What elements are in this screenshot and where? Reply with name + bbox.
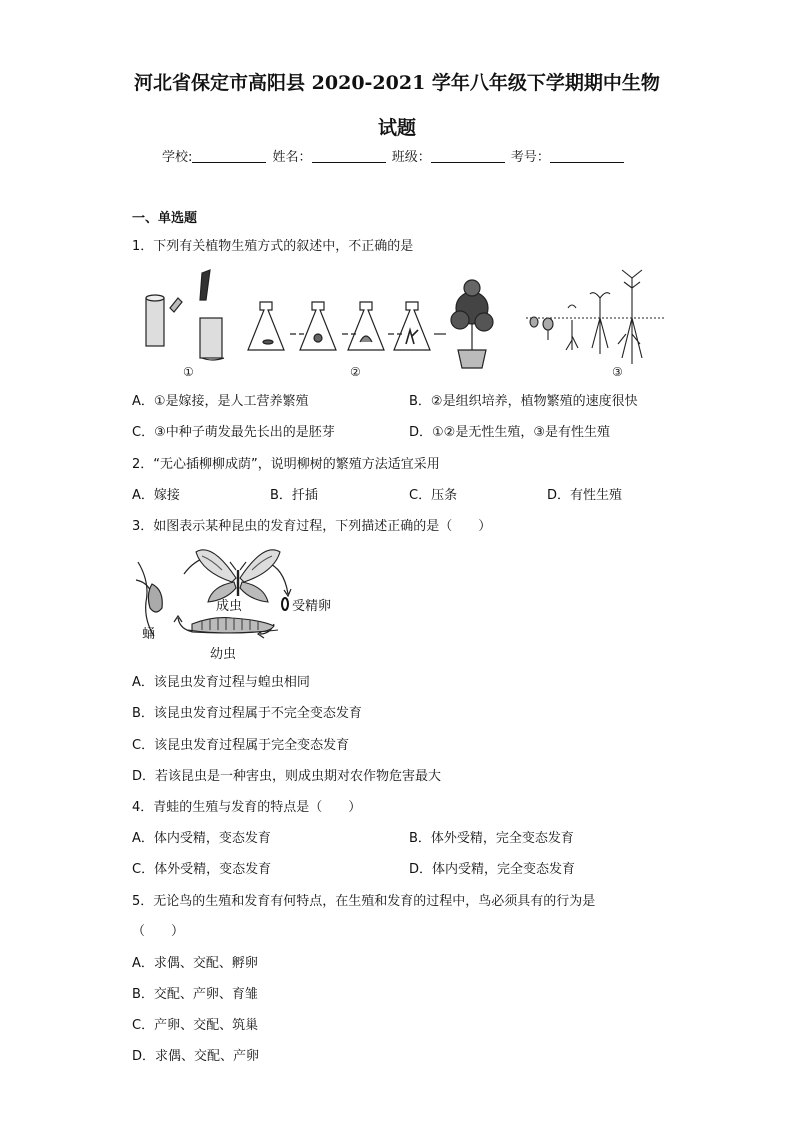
student-info-row <box>162 146 626 165</box>
q3-option-c[interactable]: C．该昆虫发育过程属于完全变态发育 <box>132 738 350 753</box>
seed-germination-illustration <box>526 270 666 364</box>
q5-option-a[interactable]: A．求偶、交配、孵卵 <box>132 956 258 971</box>
larva-label: 幼虫 <box>210 647 237 662</box>
class-blank[interactable] <box>431 150 505 163</box>
name-blank[interactable] <box>312 150 386 163</box>
q1-option-b[interactable]: B．②是组织培养，植物繁殖的速度很快 <box>409 394 638 409</box>
number-blank[interactable] <box>550 150 624 163</box>
q2-option-c[interactable]: C．压条 <box>409 488 458 503</box>
section-heading: 一、单选题 <box>132 211 198 226</box>
q1-fig-label-2: ② <box>350 365 361 379</box>
q2-option-d[interactable]: D．有性生殖 <box>547 488 623 503</box>
q4-option-c[interactable]: C．体外受精，变态发育 <box>132 862 272 877</box>
q4-option-a[interactable]: A．体内受精，变态发育 <box>132 831 271 846</box>
q2-stem: 2．“无心插柳柳成荫”，说明柳树的繁殖方法适宜采用 <box>132 457 440 472</box>
school-blank[interactable] <box>192 150 266 163</box>
q1-figure <box>132 268 672 384</box>
q2-option-b[interactable]: B．扦插 <box>270 488 318 503</box>
pupa-label: 蛹 <box>142 627 156 642</box>
egg-icon <box>282 598 288 610</box>
adult-label: 成虫 <box>216 599 243 614</box>
q3-stem: 3．如图表示某种昆虫的发育过程，下列描述正确的是（ ） <box>132 519 492 534</box>
grafting-illustration <box>146 270 224 360</box>
school-label: 学校: <box>162 150 193 165</box>
q1-fig-label-1: ① <box>183 365 194 379</box>
q5-option-d[interactable]: D．求偶、交配、产卵 <box>132 1049 260 1064</box>
larva-caterpillar-icon <box>188 618 278 633</box>
q3-option-d[interactable]: D．若该昆虫是一种害虫，则成虫期对农作物危害最大 <box>132 769 442 784</box>
q5-option-c[interactable]: C．产卵、交配、筑巢 <box>132 1018 259 1033</box>
q5-stem: 5．无论鸟的生殖和发育有何特点，在生殖和发育的过程中，鸟必须具有的行为是 <box>132 894 596 909</box>
number-label: 考号： <box>510 150 550 165</box>
q3-figure <box>132 540 372 666</box>
class-label: 班级： <box>391 150 431 165</box>
q2-option-a[interactable]: A．嫁接 <box>132 488 180 503</box>
tissue-culture-illustration <box>248 280 493 368</box>
q5-option-b[interactable]: B．交配、产卵、育雏 <box>132 987 258 1002</box>
q3-option-a[interactable]: A．该昆虫发育过程与蝗虫相同 <box>132 675 310 690</box>
q4-option-b[interactable]: B．体外受精，完全变态发育 <box>409 831 574 846</box>
q1-option-d[interactable]: D．①②是无性生殖，③是有性生殖 <box>409 425 610 440</box>
egg-label: 受精卵 <box>292 599 332 614</box>
q4-option-d[interactable]: D．体内受精，完全变态发育 <box>409 862 576 877</box>
doc-title-line2: 试题 <box>377 117 416 139</box>
pupa-icon <box>136 562 162 636</box>
q1-option-c[interactable]: C．③中种子萌发最先长出的是胚芽 <box>132 425 335 440</box>
doc-title-line1: 河北省保定市高阳县 2020-2021 学年八年级下学期期中生物 <box>134 72 660 94</box>
q4-stem: 4．青蛙的生殖与发育的特点是（ ） <box>132 800 362 815</box>
q5-stem-brackets: （ ） <box>132 924 185 939</box>
q3-option-b[interactable]: B．该昆虫发育过程属于不完全变态发育 <box>132 706 362 721</box>
name-label: 姓名： <box>272 150 312 165</box>
butterfly-adult-icon <box>196 550 280 602</box>
q1-fig-label-3: ③ <box>612 365 623 379</box>
q1-stem: 1．下列有关植物生殖方式的叙述中，不正确的是 <box>132 239 414 254</box>
q1-option-a[interactable]: A．①是嫁接，是人工营养繁殖 <box>132 394 309 409</box>
